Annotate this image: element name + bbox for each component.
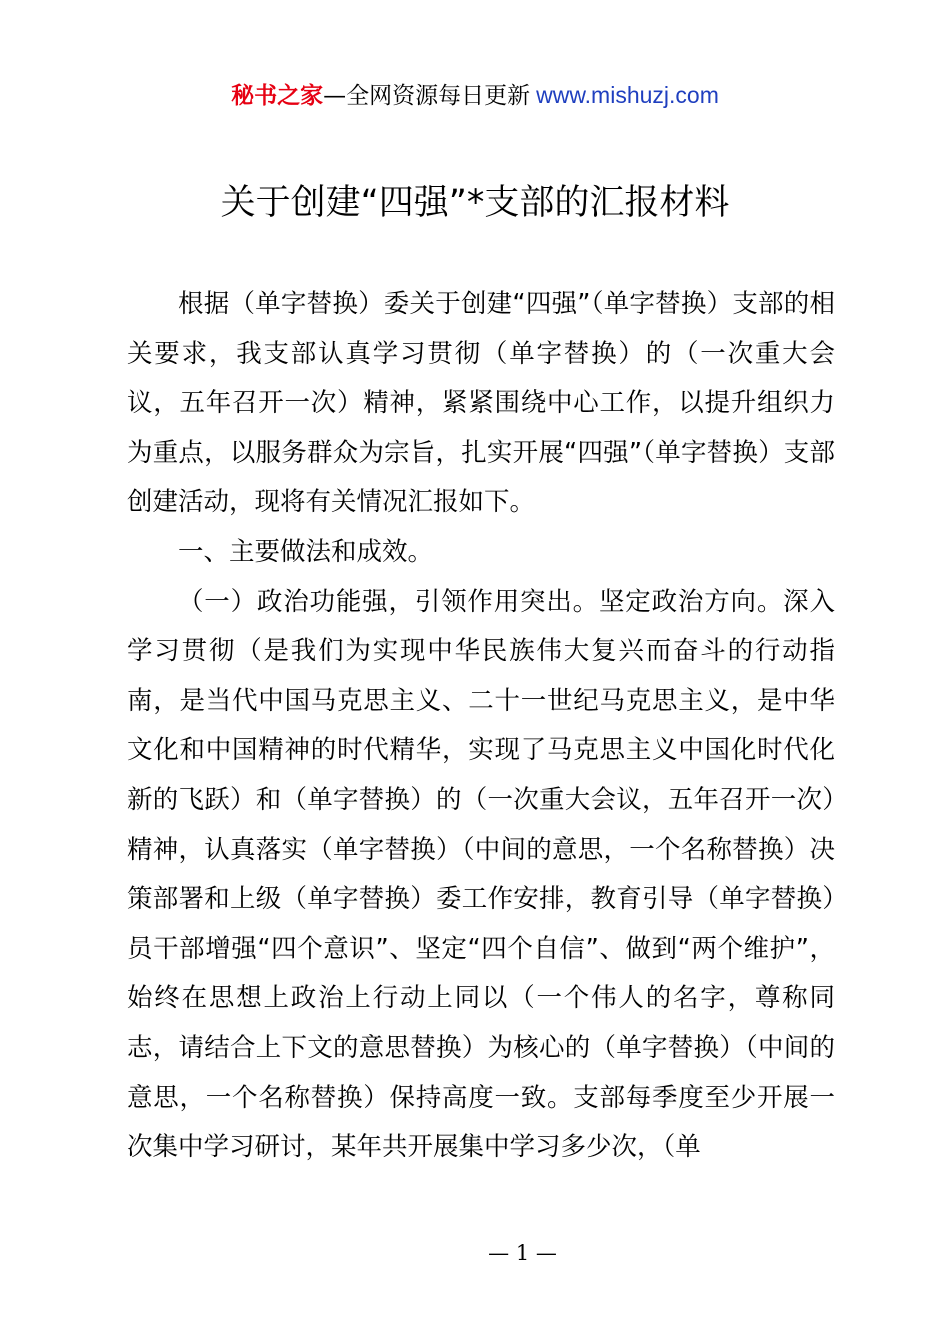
intro-paragraph: 根据（单字替换）委关于创建“四强”（单字替换）支部的相关要求，我支部认真学习贯彻（单字替换）的（一次重大会议，五年召开一次）精神，紧紧围绕中心工作，以提升组织力为重点，以服务群众为宗旨，扎实开展“四强”（单字替换）支部创建活动，现将有关情况汇报如下。	[127, 289, 835, 518]
site-tagline: —全网资源每日更新	[323, 83, 531, 109]
page-number: — 1 —	[488, 1241, 557, 1265]
section-paragraph: （一）政治功能强，引领作用突出。坚定政治方向。深入学习贯彻（是我们为实现中华民族伟大复兴而奋斗的行动指南，是当代中国马克思主义、二十一世纪马克思主义，是中华文化和中国精神的时代精华，实现了马克思主义中国化时代化新的飞跃）和（单字替换）的（一次重大会议，五年召开一次）精神，认真落实（单字替换）（中间的意思，一个名称替换）决策部署和上级（单字替换）委工作安排，教育引导（单字替换）员干部增强“四个意识”、坚定“四个自信”、做到“两个维护”，始终在思想上政治上行动上同以（一个伟人的名字，尊称同志，请结合上下文的意思替换）为核心的（单字替换）（中间的意思，一个名称替换）保持高度一致。支部每季度至少开展一次集中学习研讨，某年共开展集中学习多少次，（单	[127, 586, 835, 1163]
document-body	[127, 280, 835, 1173]
section-heading: 一、主要做法和成效。	[178, 536, 434, 567]
site-header	[0, 80, 950, 111]
site-url-link[interactable]: www.mishuzj.com	[536, 82, 719, 108]
document-title: 关于创建“四强”*支部的汇报材料	[220, 183, 730, 223]
brand-name: 秘书之家	[231, 83, 324, 109]
